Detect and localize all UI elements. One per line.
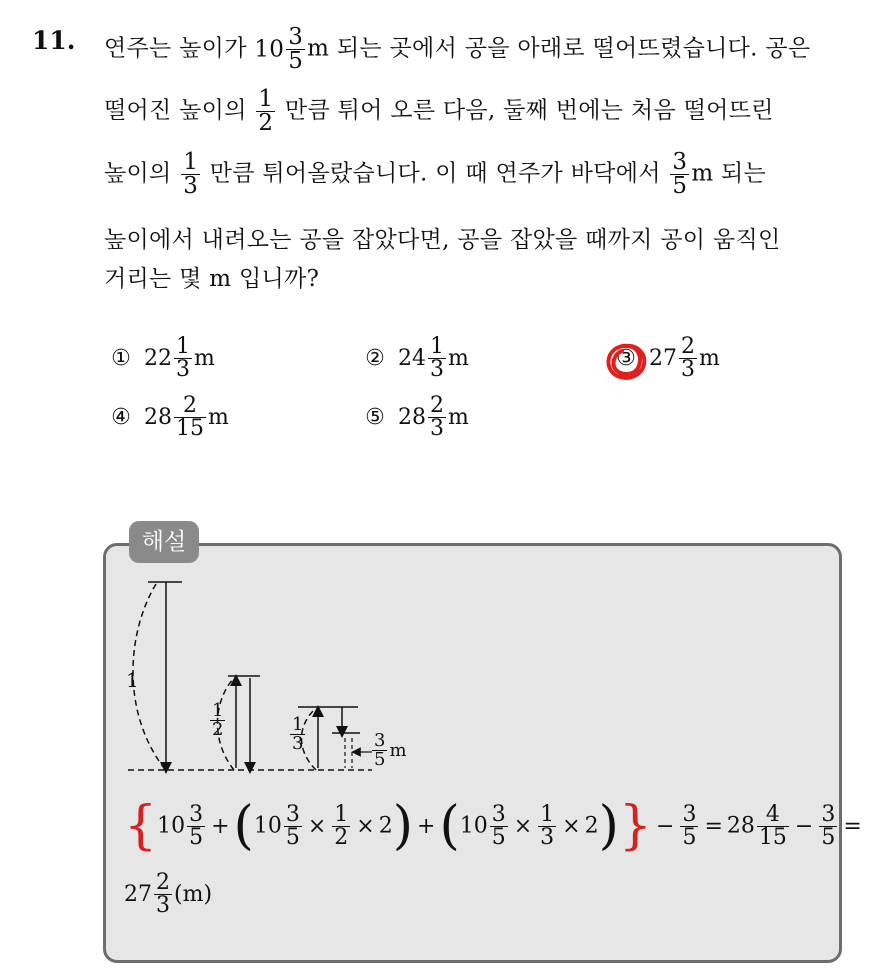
- third-fraction: $\frac{1}{3}$: [183, 149, 199, 199]
- option-5[interactable]: ⑤ 28 $\frac{2}{3}$ m: [365, 393, 469, 441]
- selected-option-mark[interactable]: ③: [616, 346, 636, 371]
- question-line-2: 떨어진 높이의 $\frac{1}{2}$ 만큼 튀어 오른 다음, 둘째 번에는 처음 떨어뜨린: [104, 86, 774, 136]
- red-circle-mark-icon: [602, 340, 650, 384]
- diagram-label-catch: $\frac{3}{5}$ m: [374, 730, 407, 770]
- text: m 되는 곳에서 공을 아래로 떨어뜨렸습니다. 공은: [307, 35, 811, 62]
- right-brace: }: [618, 796, 652, 856]
- option-3[interactable]: ③ 27 $\frac{2}{3}$ m: [613, 336, 720, 381]
- question-line-3: 높이의 $\frac{1}{3}$ 만큼 튀어올랐습니다. 이 때 연주가 바닥에서 $\frac{3}{5}$ m 되는: [104, 149, 767, 199]
- question-number: 11.: [32, 26, 76, 55]
- text: 연주는 높이가: [104, 35, 247, 62]
- option-2[interactable]: ② 24 $\frac{1}{3}$ m: [365, 334, 469, 382]
- height-whole: 10: [254, 36, 285, 63]
- solution-result: 27 $\frac{2}{3}$ (m): [124, 870, 213, 918]
- question-line-1: [104, 26, 810, 73]
- height-fraction: $\frac{3}{5}$: [288, 24, 304, 74]
- question-line-5: 거리는 몇 m 입니까?: [104, 266, 320, 292]
- option-4[interactable]: ④ 28 $\frac{2}{15}$ m: [111, 393, 229, 441]
- diagram-label-first: 1: [126, 668, 139, 692]
- half-fraction: $\frac{1}{2}$: [258, 86, 274, 136]
- solution-tag: 해설: [129, 521, 199, 563]
- option-1[interactable]: ① 22 $\frac{1}{3}$ m: [111, 334, 215, 382]
- left-brace: {: [124, 796, 158, 856]
- catch-fraction: $\frac{3}{5}$: [672, 149, 688, 199]
- solution-formula: {10 $\frac{3}{5}$ +(10 $\frac{3}{5}$ × $\frac{1}{2}$ × 2) +(10 $\frac{3}{5}$ × $\frac{1}{3}$ × 2)} − $\frac{3}{5}$ = 28 $\frac{4}{15}$ − $\frac{3}{5}$ =: [124, 796, 862, 856]
- diagram-label-second: $\frac{1}{2}$: [212, 700, 224, 740]
- diagram-label-third: $\frac{1}{3}$: [292, 714, 304, 754]
- question-line-4: 높이에서 내려오는 공을 잡았다면, 공을 잡았을 때까지 공이 움직인: [104, 227, 781, 253]
